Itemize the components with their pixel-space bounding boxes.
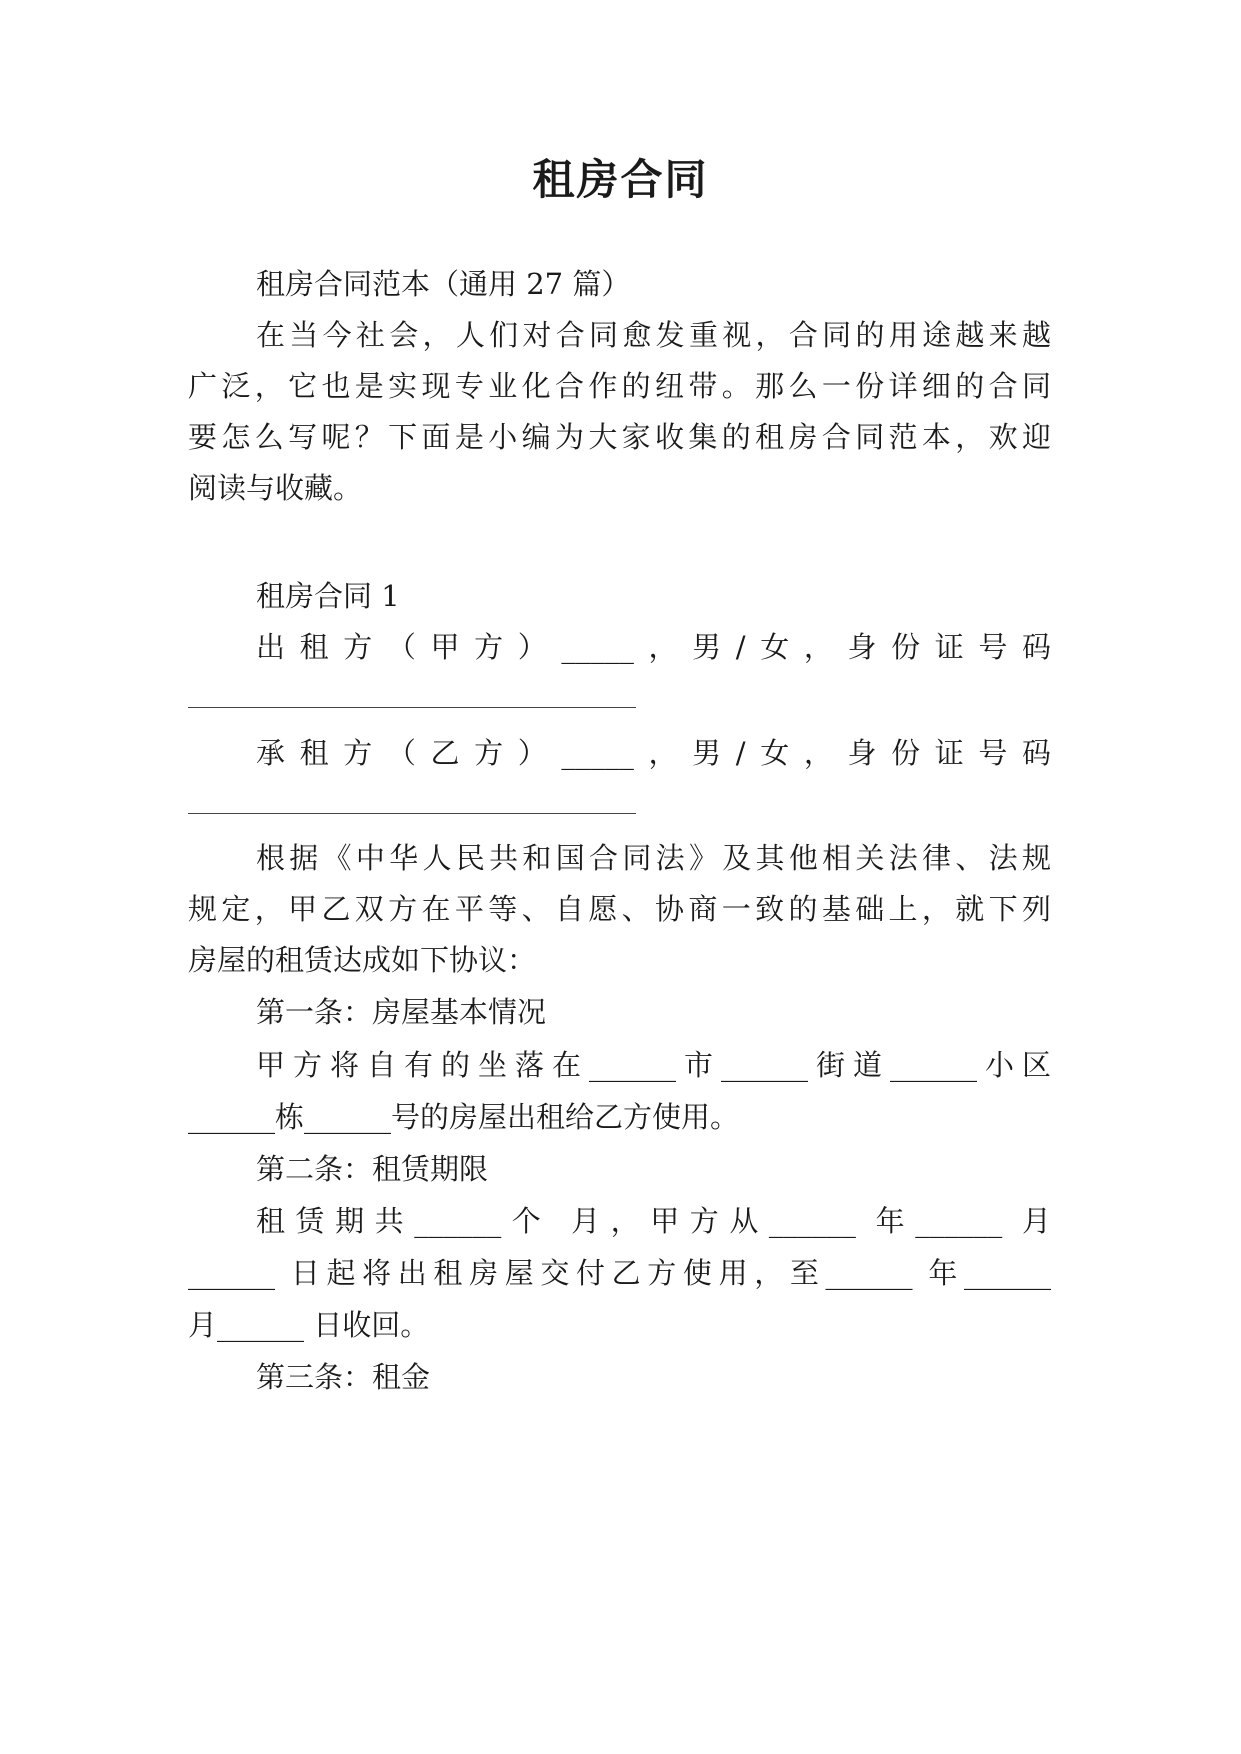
lessee-id-blank [188,813,636,814]
article-1-line: ______栋______号的房屋出租给乙方使用。 [188,1100,740,1134]
basis-line: 房屋的租赁达成如下协议： [188,943,537,977]
lessor-line: 出租方（甲方）_____，男/女，身份证号码 [256,630,1051,664]
article-2-heading: 第二条：租赁期限 [256,1152,489,1186]
lessor-id-blank [188,707,636,708]
document-title: 租房合同 [532,155,709,204]
article-2-line: ______ 日起将出租房屋交付乙方使用，至______ 年______ [188,1256,1051,1290]
article-3-heading: 第三条：租金 [256,1360,431,1394]
intro-line: 阅读与收藏。 [188,471,363,505]
article-2-line: 租赁期共______个 月，甲方从______ 年______ 月 [256,1204,1051,1238]
basis-line: 规定，甲乙双方在平等、自愿、协商一致的基础上，就下列 [188,892,1051,926]
intro-line: 要怎么写呢？下面是小编为大家收集的租房合同范本，欢迎 [188,420,1051,454]
intro-line: 广泛，它也是实现专业化合作的纽带。那么一份详细的合同 [188,369,1051,403]
article-1-line: 甲方将自有的坐落在______市______街道______小区 [256,1048,1051,1082]
lessee-line: 承租方（乙方）_____，男/女，身份证号码 [256,736,1051,770]
intro-line: 在当今社会，人们对合同愈发重视，合同的用途越来越 [256,318,1051,352]
article-1-heading: 第一条：房屋基本情况 [256,995,547,1029]
contract-heading: 租房合同 1 [256,579,400,613]
document-subtitle: 租房合同范本（通用 27 篇） [256,267,631,301]
basis-line: 根据《中华人民共和国合同法》及其他相关法律、法规 [256,841,1051,875]
article-2-line: 月______ 日收回。 [188,1308,430,1342]
